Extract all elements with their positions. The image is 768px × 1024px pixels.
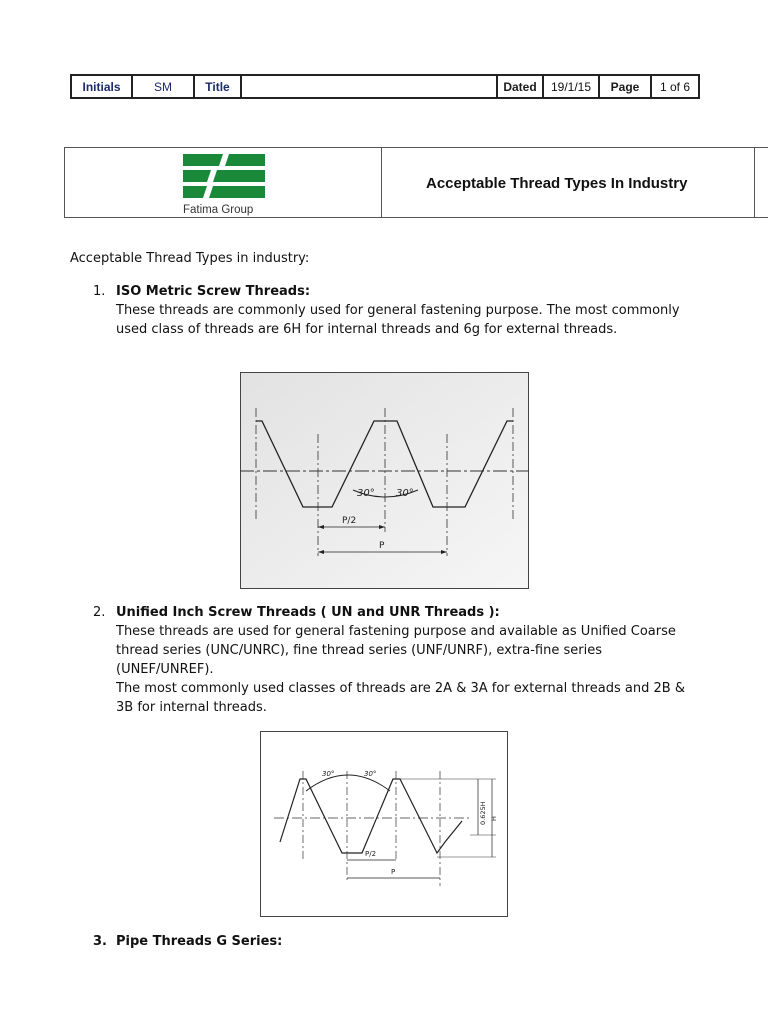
list-item <box>93 282 703 339</box>
list-item <box>93 603 703 717</box>
depth-label: 0.625H <box>479 801 487 825</box>
logo-bar <box>213 170 265 182</box>
logo-bar <box>225 154 265 166</box>
item-paragraph: The most commonly used classes of threads are 2A & 3A for external threads and 2B & 3B for internal threads. <box>116 681 685 715</box>
item-heading: Unified Inch Screw Threads ( UN and UNR Threads ): <box>116 605 500 620</box>
title-label: Title <box>194 75 241 98</box>
angle-label-right: 30° <box>364 770 377 778</box>
header-divider <box>754 148 755 218</box>
half-pitch-label: P/2 <box>342 516 357 526</box>
logo-bar <box>209 186 265 198</box>
angle-label-left: 30° <box>357 488 375 499</box>
pitch-label: P <box>379 541 385 551</box>
figure-frame <box>261 732 508 917</box>
logo-bar <box>183 170 211 182</box>
logo-caption: Fatima Group <box>183 204 254 216</box>
header-divider <box>381 148 382 218</box>
angle-label-right: 30° <box>396 488 414 499</box>
item-paragraph: These threads are used for general fastening purpose and available as Unified Coarse thread series (UNC/UNRC), fine thread series (UNF/UNRF), extra-fine series (UNEF/UNREF). <box>116 624 676 677</box>
list-number: 2. <box>93 605 106 620</box>
document-title: Acceptable Thread Types In Industry <box>426 175 688 192</box>
initials-value: SM <box>132 75 194 98</box>
logo-bar <box>183 186 207 198</box>
angle-label-left: 30° <box>322 770 335 778</box>
intro-text: Acceptable Thread Types in industry: <box>70 251 310 266</box>
figure-frame <box>241 373 529 589</box>
dated-value: 19/1/15 <box>543 75 599 98</box>
page-value: 1 of 6 <box>651 75 699 98</box>
title-value <box>241 75 497 98</box>
unified-inch-thread-diagram <box>260 731 508 917</box>
document-header <box>64 147 768 218</box>
list-number: 1. <box>93 284 106 299</box>
document-meta-table <box>70 74 700 99</box>
page-label: Page <box>599 75 651 98</box>
initials-label: Initials <box>71 75 132 98</box>
half-pitch-label: P/2 <box>365 850 377 858</box>
item-heading: ISO Metric Screw Threads: <box>116 284 311 299</box>
pitch-label: P <box>391 868 396 876</box>
logo-bar <box>183 154 223 166</box>
dated-label: Dated <box>497 75 543 98</box>
item-paragraph: These threads are commonly used for general fastening purpose. The most commonly used class of threads are 6H for internal threads and 6g for external threads. <box>116 303 680 337</box>
list-number: 3. <box>93 934 107 949</box>
height-label: H <box>490 816 498 821</box>
iso-metric-thread-diagram <box>240 372 529 589</box>
list-item <box>93 932 703 951</box>
item-heading: Pipe Threads G Series: <box>116 934 283 949</box>
